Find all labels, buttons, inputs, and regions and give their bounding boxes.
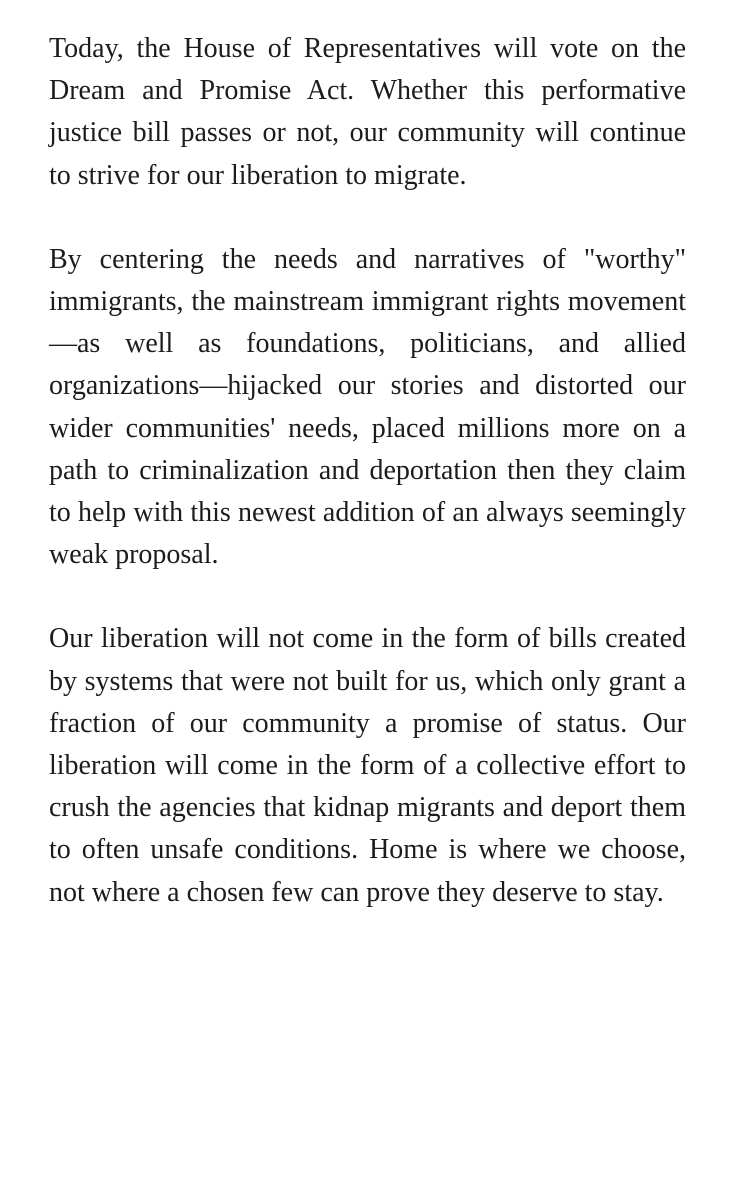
statement-text [49,28,686,914]
paragraph-movement-critique: By centering the needs and narratives of "worthy" immigrants, the mainstream immigrant rights movement—as well as foundations, politicians, and allied organizations—hijacked our stories and distorted our wider communities' needs, placed millions more on a path to criminalization and deportation then they claim to help with this newest addition of an always seemingly weak proposal. [49,243,686,571]
paragraph-liberation: Our liberation will not come in the form of bills created by systems that were not built for us, which only grant a fraction of our community a promise of status. Our liberation will come in the form of a collective effort to crush the agencies that kidnap migrants and deport them to often unsafe conditions. Home is where we choose, not where a chosen few can prove they deserve to stay. [49,623,686,908]
paragraph-vote-announcement: Today, the House of Representatives will vote on the Dream and Promise Act. Whether this performative justice bill passes or not, our community will continue to strive for our liberation to migrate. [49,33,686,191]
